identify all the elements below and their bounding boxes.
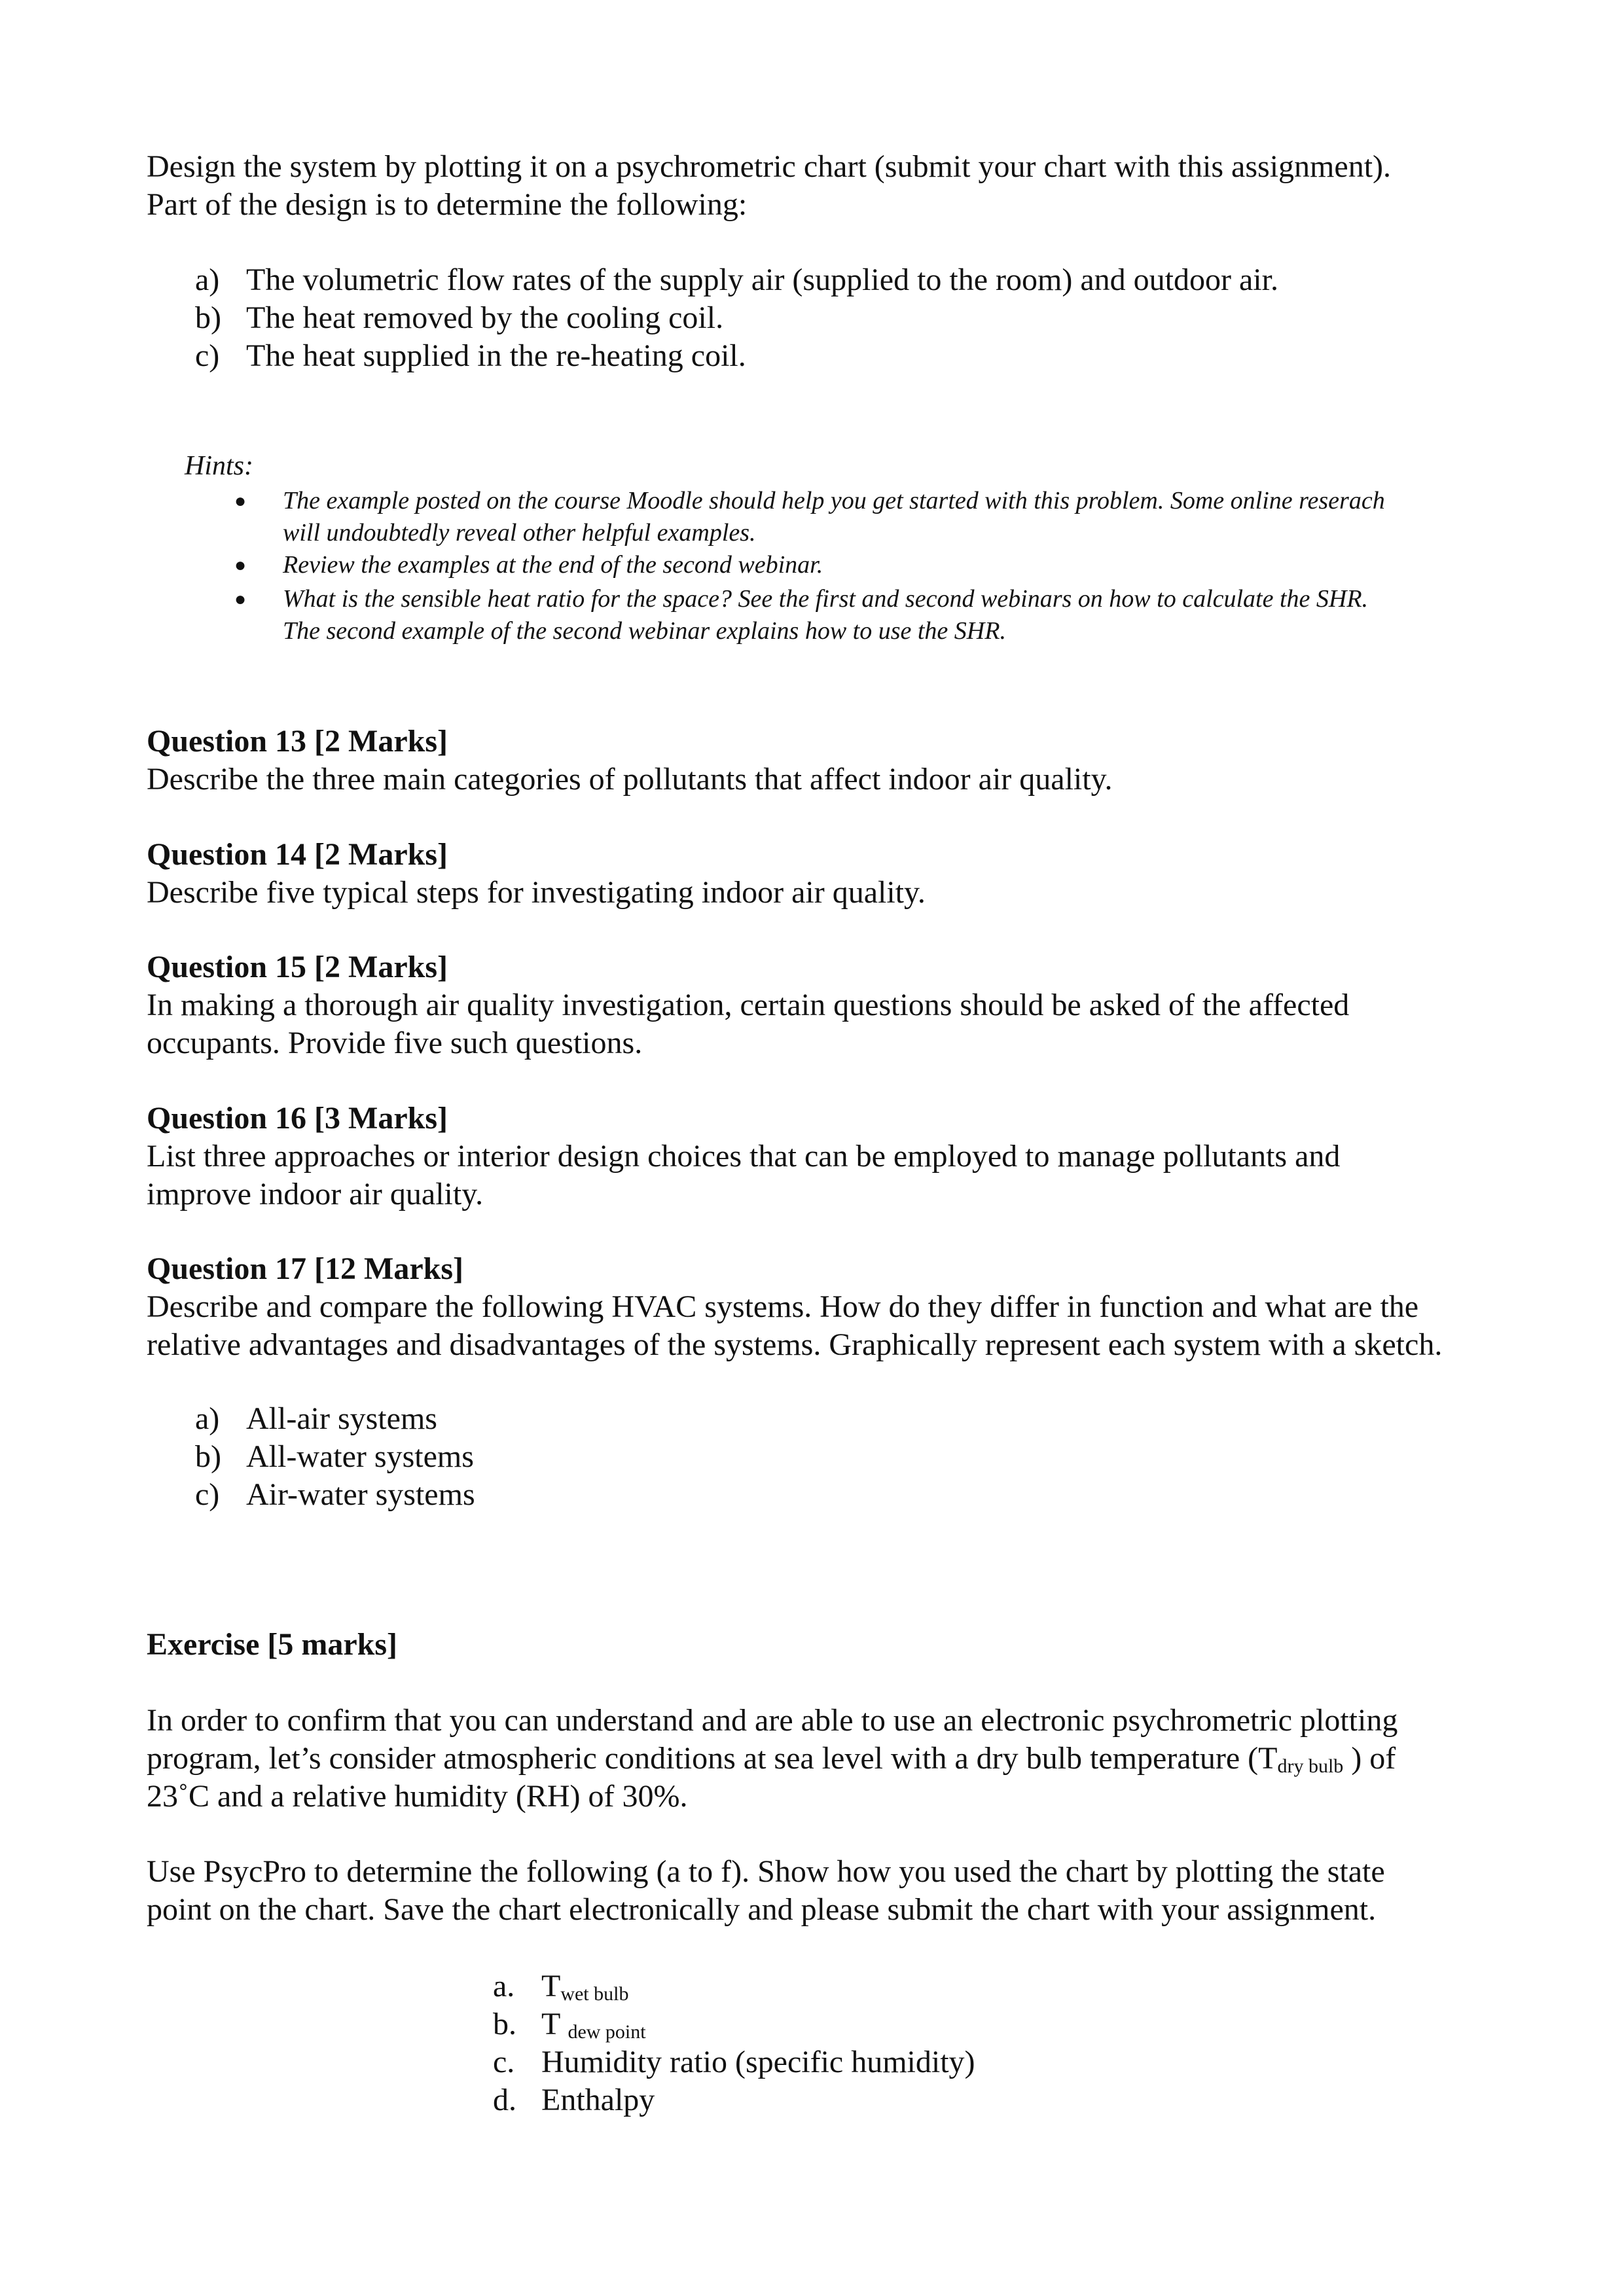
list-item: c. Humidity ratio (specific humidity) <box>493 2045 975 2079</box>
question-title: Question 13 [2 Marks] <box>147 724 448 759</box>
exercise-paragraph-1 <box>147 1702 1508 1816</box>
question-text: Describe the three main categories of pollutants that affect indoor air quality. <box>147 762 1113 797</box>
question-text: relative advantages and disadvantages of the systems. Graphically represent each system with a sketch. <box>147 1327 1443 1362</box>
bullet-icon: ● <box>234 554 247 576</box>
text-line: point on the chart. Save the chart electronically and please submit the chart with your assignment. <box>147 1892 1377 1927</box>
list-item: a) All-air systems <box>195 1401 437 1436</box>
question-text: occupants. Provide five such questions. <box>147 1026 643 1060</box>
intro-paragraph <box>147 148 1508 224</box>
hint-line: The example posted on the course Moodle should help you get started with this problem. Some online reserach <box>283 487 1385 514</box>
question-title: Question 16 [3 Marks] <box>147 1101 448 1136</box>
bullet-icon: ● <box>234 588 247 610</box>
list-item: c) Air-water systems <box>195 1477 475 1512</box>
question-16 <box>147 1100 1508 1213</box>
text-line: Use PsycPro to determine the following (a to f). Show how you used the chart by plotting the state <box>147 1854 1385 1889</box>
question-title: Question 14 [2 Marks] <box>147 837 448 872</box>
question-text: Describe five typical steps for investigating indoor air quality. <box>147 875 926 910</box>
list-item: b) All-water systems <box>195 1439 474 1474</box>
text-line: Design the system by plotting it on a psychrometric chart (submit your chart with this assignment). <box>147 149 1392 184</box>
list-item: d. Enthalpy <box>493 2083 655 2117</box>
question-13 <box>147 723 1508 798</box>
hint-line: Review the examples at the end of the second webinar. <box>283 551 823 579</box>
question-title: Question 15 [2 Marks] <box>147 950 448 984</box>
question-17 <box>147 1250 1508 1364</box>
question-15 <box>147 948 1508 1062</box>
exercise-title: Exercise [5 marks] <box>147 1627 398 1662</box>
hints-title: Hints: <box>185 451 253 481</box>
exercise-paragraph-2 <box>147 1853 1508 1929</box>
bullet-icon: ● <box>234 490 247 512</box>
question-text: In making a thorough air quality investigation, certain questions should be asked of the affected <box>147 988 1350 1022</box>
exercise-section <box>147 1626 1508 1664</box>
question-text: Describe and compare the following HVAC systems. How do they differ in function and what are the <box>147 1289 1419 1324</box>
list-item: b. T $_{dew point}$ <box>493 2007 646 2043</box>
text-line: 23˚C and a relative humidity (RH) of 30%. <box>147 1779 688 1814</box>
text-line: Part of the design is to determine the following: <box>147 187 748 222</box>
list-item: c) The heat supplied in the re-heating coil. <box>195 338 746 373</box>
text-line: program, let’s consider atmospheric conditions at sea level with a dry bulb temperature ($T_{dry bulb}$ ) of <box>147 1741 1396 1777</box>
list-item: a) The volumetric flow rates of the supply air (supplied to the room) and outdoor air. <box>195 262 1278 297</box>
hint-line: will undoubtedly reveal other helpful examples. <box>283 519 756 547</box>
list-item: b) The heat removed by the cooling coil. <box>195 300 724 335</box>
hint-line: What is the sensible heat ratio for the space? See the first and second webinars on how to calculate the SHR. <box>283 585 1369 613</box>
text-line: In order to confirm that you can understand and are able to use an electronic psychrometric plotting <box>147 1703 1398 1738</box>
list-item: a. $T_{wet bulb}$ <box>493 1969 629 2005</box>
hint-line: The second example of the second webinar explains how to use the SHR. <box>283 617 1006 645</box>
question-text: improve indoor air quality. <box>147 1177 484 1211</box>
question-title: Question 17 [12 Marks] <box>147 1251 463 1286</box>
question-text: List three approaches or interior design choices that can be employed to manage pollutants and <box>147 1139 1341 1174</box>
question-14 <box>147 836 1508 912</box>
